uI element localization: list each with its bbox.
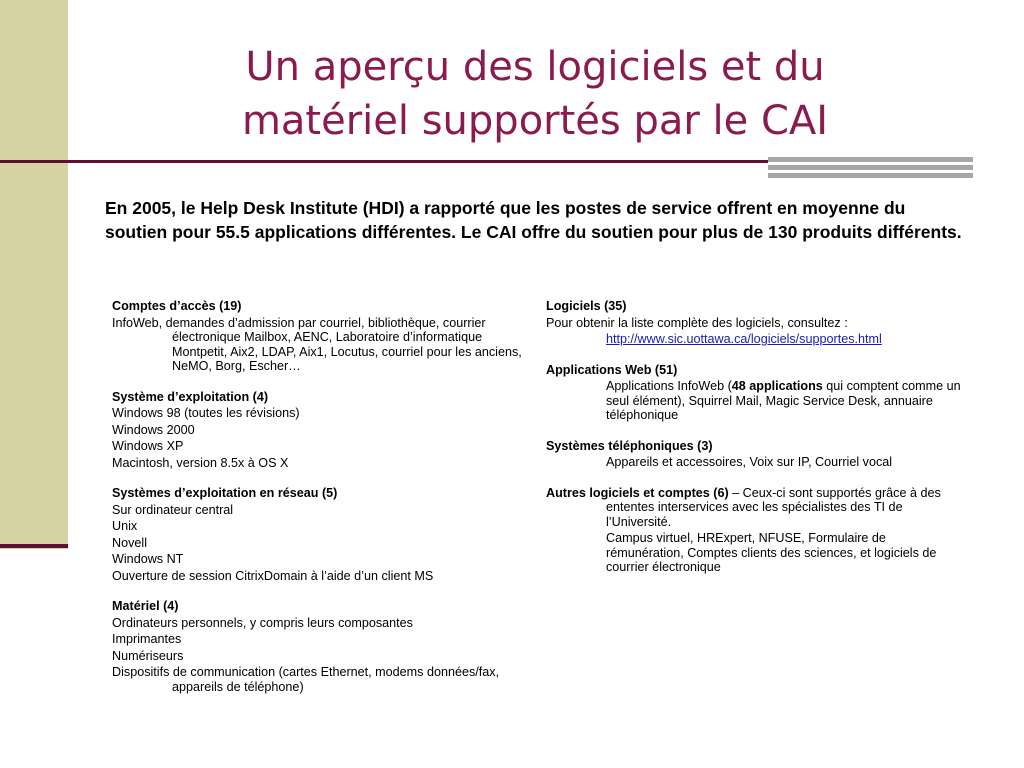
comptes-text: InfoWeb, demandes d’admission par courriel, bibliothèque, courrier électronique Mailbox, AENC, Laboratoire d’informatique Montpetit, Aix2, LDAP, Aix1, Locutus, courriel pour les anciens, NeMO, Borg, Escher… xyxy=(112,315,522,373)
intro-paragraph: En 2005, le Help Desk Institute (HDI) a rapporté que les postes de service offrent en moyenne du soutien pour 55.5 applications différentes. Le CAI offre du soutien pour plus de 130 produits différents. xyxy=(105,198,962,242)
os-item: Macintosh, version 8.5x à OS X xyxy=(112,455,289,470)
nos-heading: Systèmes d’exploitation en réseau (5) xyxy=(112,486,338,500)
os-heading: Système d’exploitation (4) xyxy=(112,389,269,404)
web-text-post: qui comptent comme un seul élément), Squirrel Mail, Magic Service Desk, annuaire téléphonique xyxy=(606,379,961,422)
right-column xyxy=(546,299,964,577)
autres-heading: Autres logiciels et comptes (6) xyxy=(546,485,729,500)
left-column xyxy=(112,299,532,696)
materiel-item: Numériseurs xyxy=(112,648,184,663)
materiel-heading: Matériel (4) xyxy=(112,599,179,613)
materiel-item: Dispositifs de communication (cartes Ethernet, modems données/fax, appareils de téléphone) xyxy=(112,665,500,694)
nos-item: Windows NT xyxy=(112,552,184,566)
logiciels-link[interactable]: http://www.sic.uottawa.ca/logiciels/supportes.html xyxy=(606,332,882,346)
materiel-item: Imprimantes xyxy=(112,632,182,646)
comptes-heading: Comptes d’accès (19) xyxy=(112,299,242,313)
web-text-bold: 48 applications xyxy=(731,379,823,393)
nos-item: Sur ordinateur central xyxy=(112,502,234,517)
logiciels-link-wrap xyxy=(546,332,964,347)
title-rule xyxy=(0,160,770,163)
os-item: Windows 98 (toutes les révisions) xyxy=(112,406,300,420)
web-text-pre: Applications InfoWeb ( xyxy=(606,379,732,393)
side-band xyxy=(0,0,68,549)
autres-heading-tail: – Ceux-ci sont supportés grâce à des ententes interservices avec les spécialistes des TI de l’Université. xyxy=(606,485,941,529)
web-heading: Applications Web (51) xyxy=(546,362,678,377)
nos-item: Ouverture de session CitrixDomain à l’aide d’un client MS xyxy=(112,568,434,583)
materiel-item: Ordinateurs personnels, y compris leurs composantes xyxy=(112,615,413,630)
os-item: Windows XP xyxy=(112,439,184,453)
os-item: Windows 2000 xyxy=(112,422,195,437)
slide-title xyxy=(120,40,950,148)
tel-text: Appareils et accessoires, Voix sur IP, Courriel vocal xyxy=(606,455,893,469)
logiciels-heading: Logiciels (35) xyxy=(546,299,627,313)
autres-text: Campus virtuel, HRExpert, NFUSE, Formulaire de rémunération, Comptes clients des sciences, et logiciels de courrier électronique xyxy=(606,531,937,574)
tel-heading: Systèmes téléphoniques (3) xyxy=(546,438,713,453)
side-band-rule xyxy=(0,544,68,548)
autres-heading-line xyxy=(546,486,964,530)
nos-item: Unix xyxy=(112,519,138,533)
nos-item: Novell xyxy=(112,535,147,550)
logiciels-text: Pour obtenir la liste complète des logiciels, consultez : xyxy=(546,315,848,330)
title-line-2: matériel supportés par le CAI xyxy=(241,98,829,144)
striped-decoration xyxy=(768,157,973,181)
title-line-1: Un aperçu des logiciels et du xyxy=(245,44,825,90)
web-text xyxy=(546,379,964,423)
